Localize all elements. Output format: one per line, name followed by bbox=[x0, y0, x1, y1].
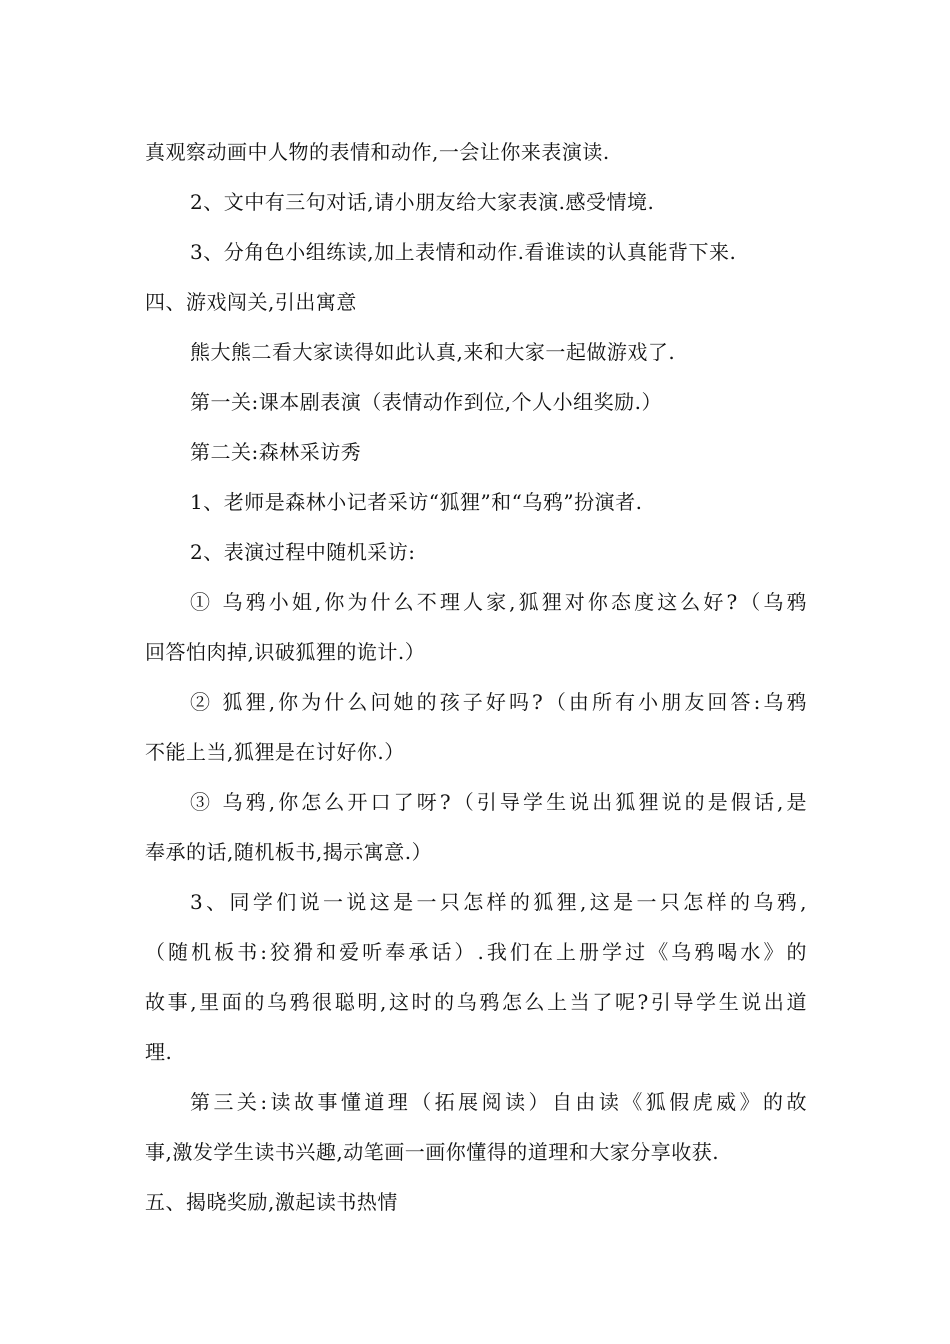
paragraph-line: 3、分角色小组练读,加上表情和动作.看谁读的认真能背下来. bbox=[190, 240, 737, 264]
paragraph-line: （随机板书:狡猾和爱听奉承话）.我们在上册学过《乌鸦喝水》的 bbox=[145, 940, 807, 964]
paragraph-line: ③ 乌鸦,你怎么开口了呀?（引导学生说出狐狸说的是假话,是 bbox=[190, 790, 807, 814]
paragraph-line: 熊大熊二看大家读得如此认真,来和大家一起做游戏了. bbox=[190, 340, 676, 364]
section-heading: 五、揭晓奖励,激起读书热情 bbox=[145, 1190, 398, 1214]
paragraph-line: ① 乌鸦小姐,你为什么不理人家,狐狸对你态度这么好?（乌鸦 bbox=[190, 590, 807, 614]
paragraph-line: 事,激发学生读书兴趣,动笔画一画你懂得的道理和大家分享收获. bbox=[145, 1140, 720, 1164]
paragraph-line: 理. bbox=[145, 1040, 173, 1064]
paragraph-line: 第三关:读故事懂道理（拓展阅读）自由读《狐假虎威》的故 bbox=[190, 1090, 807, 1114]
paragraph-line: 2、表演过程中随机采访: bbox=[190, 540, 416, 564]
paragraph-line: 第二关:森林采访秀 bbox=[190, 440, 362, 464]
paragraph-line: 回答怕肉掉,识破狐狸的诡计.） bbox=[145, 640, 426, 664]
paragraph-line: 3、同学们说一说这是一只怎样的狐狸,这是一只怎样的乌鸦, bbox=[190, 890, 807, 914]
paragraph-line: 故事,里面的乌鸦很聪明,这时的乌鸦怎么上当了呢?引导学生说出道 bbox=[145, 990, 807, 1014]
paragraph-line: 真观察动画中人物的表情和动作,一会让你来表演读. bbox=[145, 140, 610, 164]
paragraph-line: 不能上当,狐狸是在讨好你.） bbox=[145, 740, 405, 764]
paragraph-line: 第一关:课本剧表演（表情动作到位,个人小组奖励.） bbox=[190, 390, 662, 414]
section-heading: 四、游戏闯关,引出寓意 bbox=[145, 290, 357, 314]
paragraph-line: 奉承的话,随机板书,揭示寓意.） bbox=[145, 840, 433, 864]
paragraph-line: 2、文中有三句对话,请小朋友给大家表演.感受情境. bbox=[190, 190, 655, 214]
paragraph-line: ② 狐狸,你为什么问她的孩子好吗?（由所有小朋友回答:乌鸦 bbox=[190, 690, 807, 714]
paragraph-line: 1、老师是森林小记者采访“狐狸”和“乌鸦”扮演者. bbox=[190, 490, 643, 514]
